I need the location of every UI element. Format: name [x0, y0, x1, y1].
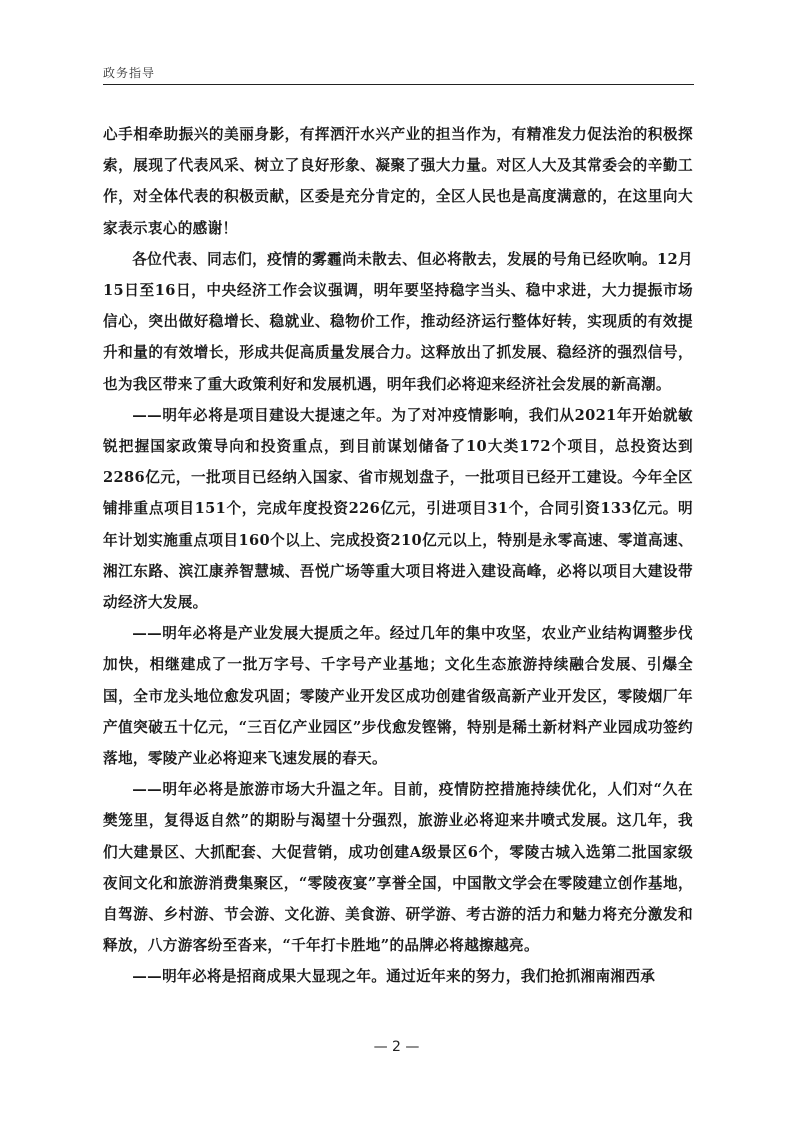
paragraph-economic-outlook: 各位代表、同志们，疫情的雾霾尚未散去、但必将散去，发展的号角已经吹响。12月15日至16日，中央经济工作会议强调，明年要坚持稳字当头、稳中求进，大力提振市场信心，突出做好稳增长、稳就业、稳物价工作，推动经济运行整体好转，实现质的有效提升和量的有效增长，形成共促高质量发展合力。这释放出了抓发展、稳经济的强烈信号，也为我区带来了重大政策利好和发展机遇，明年我们必将迎来经济社会发展的新高潮。 — [103, 250, 693, 393]
page-number: — 2 — — [373, 1039, 420, 1055]
paragraph-industry-development: ——明年必将是产业发展大提质之年。经过几年的集中攻坚，农业产业结构调整步伐加快，相继建成了一批万字号、千字号产业基地；文化生态旅游持续融合发展、引爆全国，全市龙头地位愈发巩固；零陵产业开发区成功创建省级高新产业开发区，零陵烟厂年产值突破五十亿元，“三百亿产业园区”步伐愈发铿锵，特别是稀土新材料产业园成功签约落地，零陵产业必将迎来飞速发展的春天。 — [103, 625, 693, 768]
running-header: 政务指导 — [103, 66, 156, 80]
paragraph-investment-attraction: ——明年必将是招商成果大显现之年。通过近年来的努力，我们抢抓湘南湘西承 — [132, 968, 656, 986]
paragraph-project-construction: ——明年必将是项目建设大提速之年。为了对冲疫情影响，我们从2021年开始就敏锐把握国家政策导向和投资重点，到目前谋划储备了10大类172个项目，总投资达到2286亿元，一批项目已经纳入国家、省市规划盘子，一批项目已经开工建设。今年全区铺排重点项目151个，完成年度投资226亿元，引进项目31个，合同引资133亿元。明年计划实施重点项目160个以上、完成投资210亿元以上，特别是永零高速、零道高速、湘江东路、滨江康养智慧城、吾悦广场等重大项目将进入建设高峰，必将以项目大建设带动经济大发展。 — [103, 406, 693, 612]
paragraph-tourism-market: ——明年必将是旅游市场大升温之年。目前，疫情防控措施持续优化，人们对“久在樊笼里，复得返自然”的期盼与渴望十分强烈，旅游业必将迎来井喷式发展。这几年，我们大建景区、大抓配套、大促营销，成功创建A级景区6个，零陵古城入选第二批国家级夜间文化和旅游消费集聚区，“零陵夜宴”享誉全国，中国散文学会在零陵建立创作基地，自驾游、乡村游、节会游、文化游、美食游、研学游、考古游的活力和魅力将充分激发和释放，八方游客纷至沓来，“千年打卡胜地”的品牌必将越擦越亮。 — [103, 781, 693, 955]
paragraph-continuation: 心手相牵助振兴的美丽身影，有挥洒汗水兴产业的担当作为，有精准发力促法治的积极探索，展现了代表风采、树立了良好形象、凝聚了强大力量。对区人大及其常委会的辛勤工作，对全体代表的积极贡献，区委是充分肯定的，全区人民也是高度满意的，在这里向大家表示衷心的感谢！ — [103, 126, 693, 237]
header-divider — [103, 84, 694, 85]
body-text — [103, 119, 693, 993]
